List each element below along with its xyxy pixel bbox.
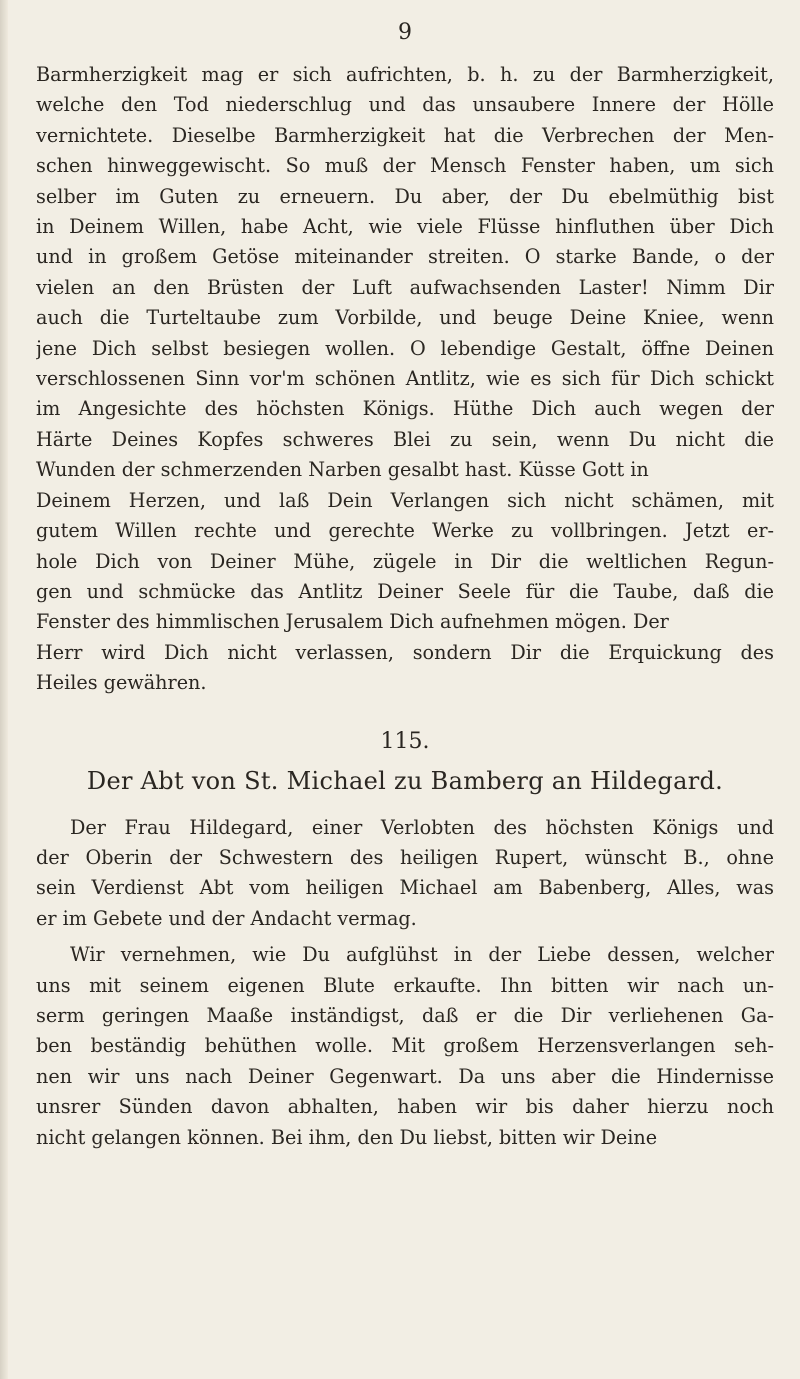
text-line: nen wir uns nach Deiner Gegenwart. Da uns aber die Hindernisse [36, 1064, 774, 1088]
text-line: sein Verdienst Abt vom heiligen Michael am Babenberg, Alles, was [36, 876, 774, 900]
text-line: welche den Tod niederschlug und das unsaubere Innere der Hölle [36, 93, 774, 117]
text-line: auch die Turteltaube zum Vorbilde, und beuge Deine Kniee, wenn [36, 306, 774, 330]
text-line: verschlossenen Sinn vor'm schönen Antlitz, wie es sich für Dich schickt [36, 367, 774, 391]
text-line: hole Dich von Deiner Mühe, zügele in Dir die weltlichen Regun- [36, 549, 774, 573]
text-line: und in großem Getöse miteinander streiten. O starke Bande, o der [36, 245, 774, 269]
text-line: uns mit seinem eigenen Blute erkaufte. Ihn bitten wir nach un- [36, 973, 774, 997]
text-line: Barmherzigkeit mag er sich aufrichten, b. h. zu der Barmherzigkeit, [36, 63, 774, 86]
text-line: Wunden der schmerzenden Narben gesalbt hast. Küsse Gott in [36, 458, 649, 482]
text-line: Deinem Herzen, und laß Dein Verlangen sich nicht schämen, mit [36, 488, 774, 512]
text-line: Der Frau Hildegard, einer Verlobten des höchsten Königs und [70, 815, 774, 839]
text-line: gutem Willen rechte und gerechte Werke zu vollbringen. Jetzt er- [36, 519, 774, 543]
text-line: unsrer Sünden davon abhalten, haben wir bis daher hierzu noch [36, 1095, 774, 1119]
text-line: Heiles gewähren. [36, 671, 207, 695]
text-line: nicht gelangen können. Bei ihm, den Du liebst, bitten wir Deine [36, 1125, 658, 1149]
text-line: gen und schmücke das Antlitz Deiner Seele für die Taube, daß die [36, 579, 774, 603]
letter-body [36, 940, 774, 1153]
section-title: Der Abt von St. Michael zu Bamberg an Hildegard. [86, 766, 724, 795]
section-number: 115. [380, 728, 430, 754]
page-number: 9 [398, 20, 412, 45]
letter-salutation [36, 813, 774, 935]
text-line: Fenster des himmlischen Jerusalem Dich aufnehmen mögen. Der [36, 610, 669, 634]
text-line: er im Gebete und der Andacht vermag. [36, 906, 417, 930]
text-line: vielen an den Brüsten der Luft aufwachsenden Laster! Nimm Dir [36, 275, 774, 299]
text-line: Herr wird Dich nicht verlassen, sondern Dir die Erquickung des [36, 640, 774, 664]
text-line: Härte Deines Kopfes schweres Blei zu sein, wenn Du nicht die [36, 427, 774, 451]
page-edge [0, 0, 8, 1379]
text-line: schen hinweggewischt. So muß der Mensch Fenster haben, um sich [36, 154, 774, 178]
text-line: vernichtete. Dieselbe Barmherzigkeit hat die Verbrechen der Men- [36, 123, 774, 147]
text-line: in Deinem Willen, habe Acht, wie viele Flüsse hinfluthen über Dich [36, 215, 774, 239]
text-line: der Oberin der Schwestern des heiligen Rupert, wünscht B., ohne [36, 845, 774, 869]
text-line: im Angesichte des höchsten Königs. Hüthe Dich auch wegen der [36, 397, 774, 421]
text-line: jene Dich selbst besiegen wollen. O lebendige Gestalt, öffne Deinen [36, 336, 774, 360]
text-line: ben beständig behüthen wolle. Mit großem Herzensverlangen seh- [36, 1034, 774, 1058]
book-page [36, 18, 774, 1153]
text-line: serm geringen Maaße inständigst, daß er die Dir verliehenen Ga- [36, 1003, 774, 1027]
text-line: selber im Guten zu erneuern. Du aber, der Du ebelmüthig bist [36, 184, 774, 208]
paragraph-continued [36, 60, 774, 699]
text-line: Wir vernehmen, wie Du aufglühst in der Liebe dessen, welcher [70, 943, 774, 967]
